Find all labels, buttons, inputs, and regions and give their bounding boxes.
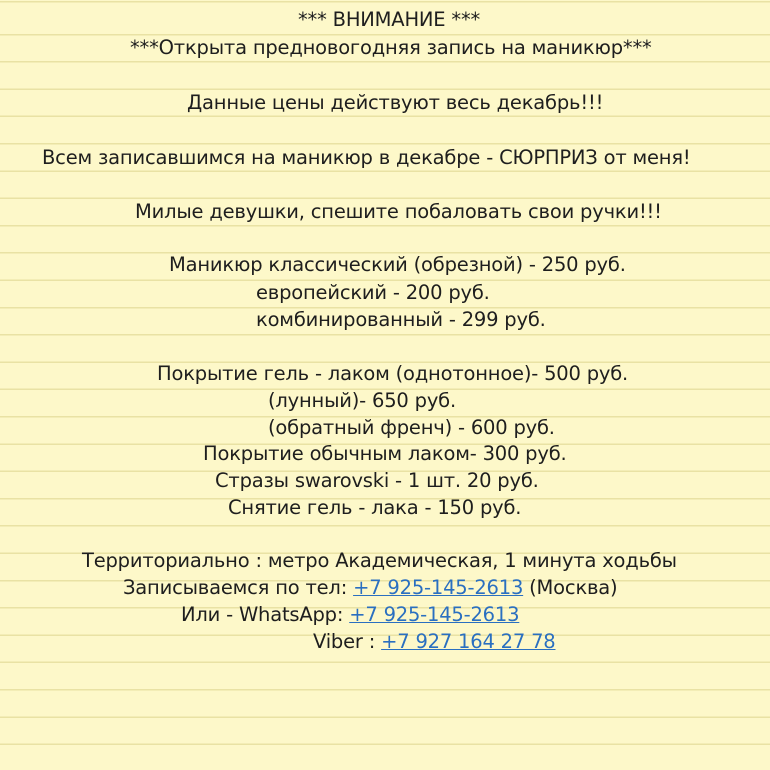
price-regular-polish: Покрытие обычным лаком- 300 руб. bbox=[203, 442, 567, 465]
price-european-manicure: европейский - 200 руб. bbox=[256, 281, 490, 304]
viber-link[interactable]: +7 927 164 27 78 bbox=[381, 630, 556, 653]
price-combined-manicure: комбинированный - 299 руб. bbox=[256, 308, 546, 331]
whatsapp-line bbox=[181, 602, 519, 628]
surprise-line: Всем записавшимся на маникюр в декабре - СЮРПРИЗ от меня! bbox=[42, 146, 691, 169]
city-label: (Москва) bbox=[523, 576, 618, 599]
price-gel-removal: Снятие гель - лака - 150 руб. bbox=[228, 496, 522, 519]
announcement-line: ***Открыта предновогодняя запись на маникюр*** bbox=[130, 36, 652, 59]
whatsapp-label: Или - WhatsApp: bbox=[181, 603, 350, 626]
price-gel-polish-reverse-french: (обратный френч) - 600 руб. bbox=[268, 416, 555, 439]
viber-line bbox=[313, 629, 556, 655]
phone-line bbox=[123, 575, 617, 601]
phone-link[interactable]: +7 925-145-2613 bbox=[353, 576, 524, 599]
price-gel-polish-solid: Покрытие гель - лаком (однотонное)- 500 руб. bbox=[157, 362, 629, 385]
whatsapp-link[interactable]: +7 925-145-2613 bbox=[349, 603, 520, 626]
phone-label: Записываемся по тел: bbox=[123, 576, 354, 599]
attention-heading: *** ВНИМАНИЕ *** bbox=[298, 8, 481, 31]
price-classic-manicure: Маникюр классический (обрезной) - 250 руб. bbox=[169, 253, 626, 276]
location-line: Территориально : метро Академическая, 1 минута ходьбы bbox=[82, 549, 677, 572]
price-swarovski-rhinestones: Стразы swarovski - 1 шт. 20 руб. bbox=[215, 469, 539, 492]
prices-valid-line: Данные цены действуют весь декабрь!!! bbox=[187, 91, 604, 114]
price-gel-polish-lunar: (лунный)- 650 руб. bbox=[268, 389, 456, 412]
viber-label: Viber : bbox=[313, 630, 382, 653]
invitation-line: Милые девушки, спешите побаловать свои ручки!!! bbox=[135, 200, 662, 223]
